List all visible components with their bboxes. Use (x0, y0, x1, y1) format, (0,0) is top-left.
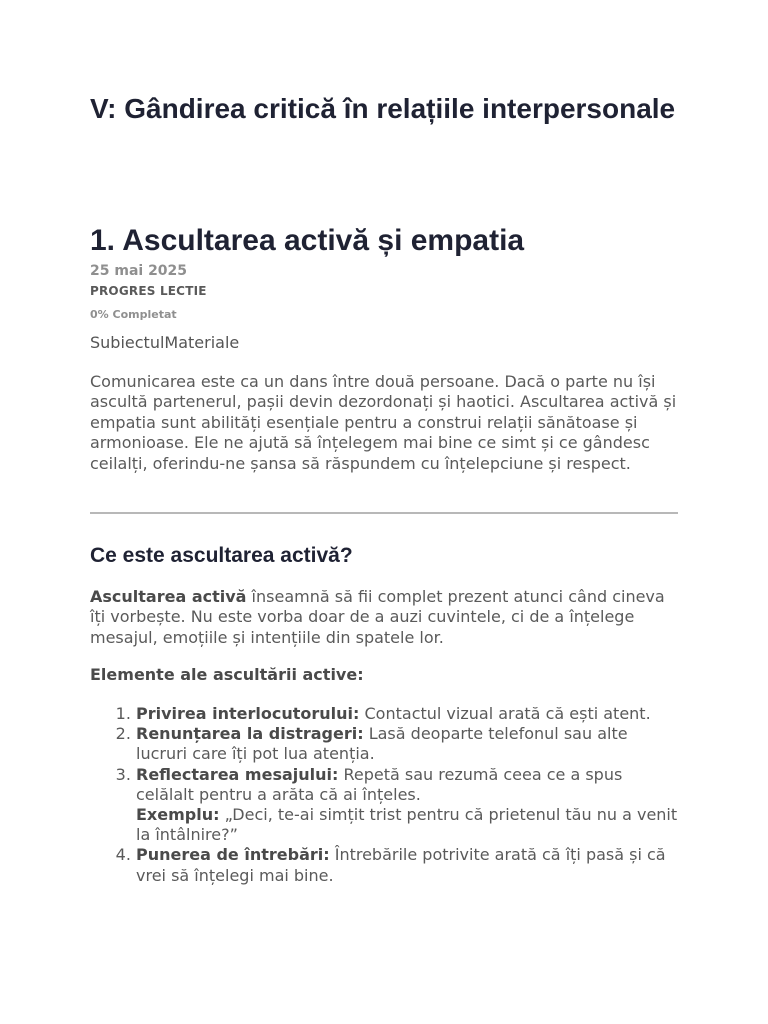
progress-status: 0% Completat (90, 308, 177, 321)
example-text: „Deci, te-ai simțit trist pentru că prietenul tău nu a venit la întâlnire?” (136, 805, 678, 845)
list-item-term: Reflectarea mesajului: (136, 764, 339, 784)
list-item (136, 765, 680, 846)
lesson-title: 1. Ascultarea activă și empatia (90, 224, 525, 257)
tab-subiectul[interactable]: Subiectul (90, 333, 165, 352)
progress-label: PROGRES LECTIE (90, 284, 207, 298)
lesson-tabs (90, 333, 239, 352)
section-heading: Ce este ascultarea activă? (90, 544, 353, 567)
list-item-term: Renunțarea la distrageri: (136, 724, 364, 744)
section-divider (90, 512, 678, 514)
lesson-date: 25 mai 2025 (90, 263, 188, 279)
module-title: V: Gândirea critică în relațiile interpersonale (90, 93, 676, 124)
list-item-text: Contactul vizual arată că ești atent. (359, 704, 651, 723)
elements-heading: Elemente ale ascultării active: (90, 665, 364, 684)
elements-list (90, 704, 680, 886)
list-item-text: Întrebările potrivite arată că îți pasă și că vrei să înțelegi mai bine. (136, 845, 666, 885)
list-item (136, 845, 680, 885)
definition-term: Ascultarea activă (90, 587, 247, 606)
list-item-term: Punerea de întrebări: (136, 845, 330, 865)
list-item-text: Repetă sau rezumă ceea ce a spus celălalt pentru a arăta că ai înțeles. (136, 764, 623, 804)
definition-paragraph (90, 587, 680, 648)
list-item (136, 704, 680, 724)
list-item-term: Privirea interlocutorului: (136, 704, 360, 723)
tab-materiale[interactable]: Materiale (164, 333, 240, 352)
intro-paragraph: Comunicarea este ca un dans între două persoane. Dacă o parte nu își ascultă partenerul, pașii devin dezordonați și haotici. Ascultarea activă și empatia sunt abilități esențiale pentru a construi relații sănătoase și armonioase. Ele ne ajută să înțelegem mai bine ce simt și ce gândesc ceilalți, oferindu-ne șansa să răspundem cu înțelepciune și respect. (90, 372, 677, 473)
list-item-text: Lasă deoparte telefonul sau alte lucruri care îți pot lua atenția. (136, 724, 628, 764)
example-label: Exemplu: (136, 805, 220, 825)
list-item (136, 724, 680, 764)
definition-text: înseamnă să fii complet prezent atunci când cineva îți vorbește. Nu este vorba doar de a auzi cuvintele, ci de a înțelege mesajul, emoțiile și intențiile din spatele lor. (90, 587, 665, 647)
